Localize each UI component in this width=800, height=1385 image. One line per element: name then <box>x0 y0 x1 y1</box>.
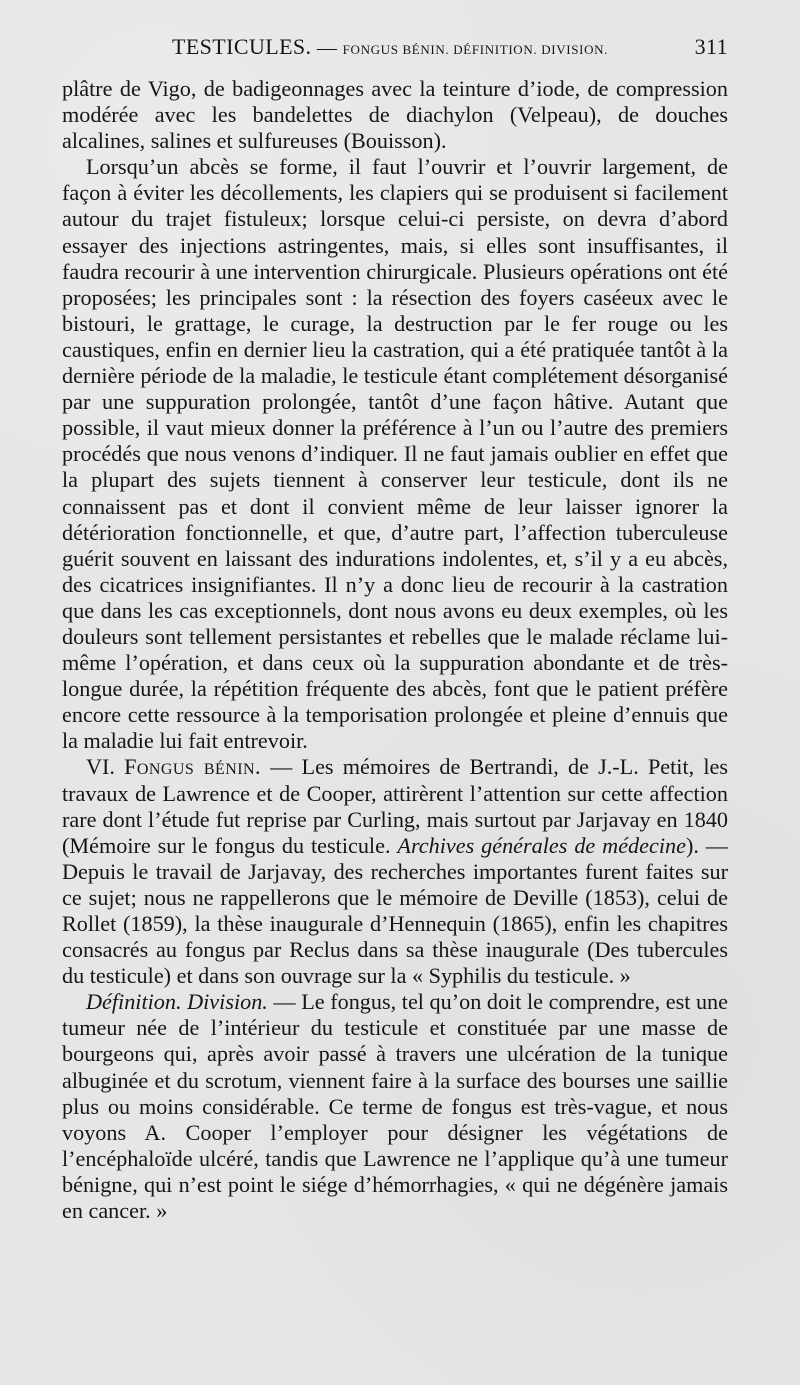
definition-heading: Définition. Division. <box>86 989 268 1015</box>
paragraph-3-tail: ). — Depuis le travail de Jarjavay, des recherches importantes furent faites sur ce sujet; nous ne rappellerons que le mémoire de Deville (1853), celui de Rollet (1859), la thèse inaugurale d’Hennequin (1865), enfin les chapitres consacrés au fongus par Reclus dans sa thèse inaugurale (Des tubercules du testicule) et dans son ouvrage sur la « Syphilis du testicule. » <box>62 832 728 989</box>
section-heading: Fongus bénin. <box>124 754 261 780</box>
paragraph-4-text: — Le fongus, tel qu’on doit le comprendre, est une tumeur née de l’intérieur du testicule et constituée par une masse de bourgeons qui, après avoir passé à travers une ulcération de la tunique albuginée et du scrotum, viennent faire à la surface des bourses une saillie plus ou moins considérable. Ce terme de fongus est très-vague, et nous voyons A. Cooper l’employer pour désigner les végétations de l’encéphaloïde ulcéré, tandis que Lawrence ne l’applique qu’à une tumeur bénigne, qui n’est point le siége d’hémorrhagies, « qui ne dégénère jamais en cancer. » <box>62 989 728 1224</box>
section-number: VI. <box>86 754 125 780</box>
paragraph-3 <box>62 754 728 989</box>
paragraph-1: plâtre de Vigo, de badigeonnages avec la teinture d’iode, de compression modérée avec les bandelettes de diachylon (Velpeau), de douches alcalines, salines et sulfureuses (Bouisson). <box>62 76 728 154</box>
running-title <box>172 34 608 60</box>
page-number: 311 <box>694 34 728 59</box>
paragraph-3-text: — Les mémoires de Bertrandi, de J.-L. Petit, les travaux de Lawrence et de Cooper, attirèrent l’attention sur cette affection rare dont l’étude fut reprise par Curling, mais surtout par Jarjavay en 1840 (Mémoire sur le fongus du testicule. <box>62 754 728 858</box>
journal-title: Archives générales de médecine <box>397 832 686 858</box>
running-header <box>62 34 728 68</box>
body-text <box>62 76 728 1224</box>
paragraph-2: Lorsqu’un abcès se forme, il faut l’ouvrir et l’ouvrir largement, de façon à éviter les décollements, les clapiers qui se produisent si facilement autour du trajet fistuleux; lorsque celui-ci persiste, on devra d’abord essayer des injections astringentes, mais, si elles sont insuffisantes, il faudra recourir à une intervention chirurgicale. Plusieurs opérations ont été proposées; les principales sont : la résection des foyers caséeux avec le bistouri, le grattage, le curage, la destruction par le fer rouge ou les caustiques, enfin en dernier lieu la castration, qui a été pratiquée tantôt à la dernière période de la maladie, le testicule étant complétement désorganisé par une suppuration prolongée, tantôt d’une façon hâtive. Autant que possible, il vaut mieux donner la préférence à l’un ou l’autre des premiers procédés que nous venons d’indiquer. Il ne faut jamais oublier en effet que la plupart des sujets tiennent à conserver leur testicule, dont ils ne connaissent pas et dont il convient même de leur laisser ignorer la détérioration fonctionnelle, et que, d’autre part, l’affection tuberculeuse guérit souvent en laissant des indurations indolentes, et, s’il y a eu abcès, des cicatrices insignifiantes. Il n’y a donc lieu de recourir à la castration que dans les cas exceptionnels, dont nous avons eu deux exemples, où les douleurs sont tellement persistantes et rebelles que le malade réclame lui-même l’opération, et dans ceux où la suppuration abondante et de très-longue durée, la répétition fréquente des abcès, font que le patient préfère encore cette ressource à la temporisation prolongée et pleine d’ennuis que la maladie lui fait entrevoir. <box>62 154 728 754</box>
header-subtitle: FONGUS BÉNIN. DÉFINITION. DIVISION. <box>342 42 609 57</box>
header-dash: — <box>311 37 343 59</box>
paragraph-4 <box>62 989 728 1224</box>
header-title-prefix: TESTICULES. <box>172 34 312 59</box>
